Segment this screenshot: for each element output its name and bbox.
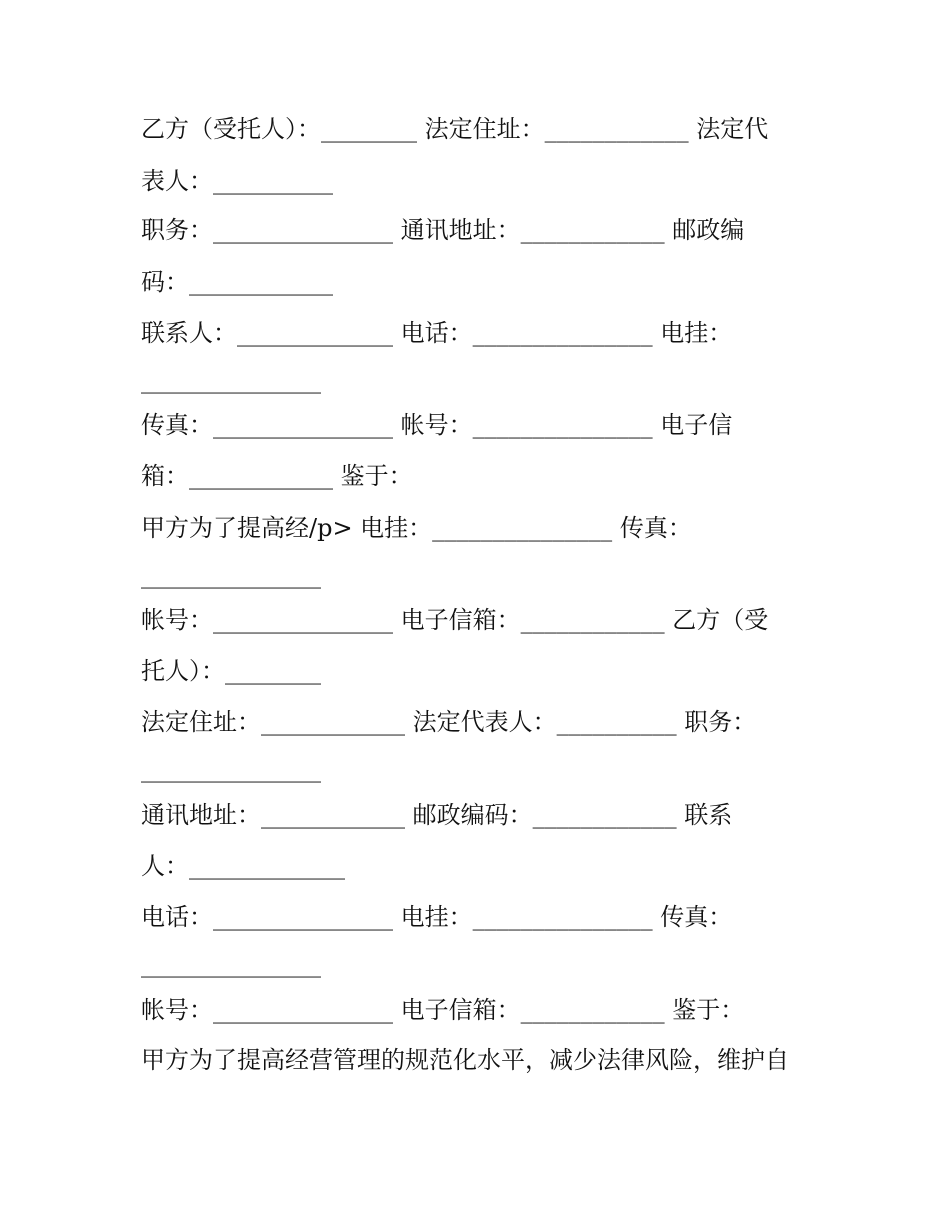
text-line: _______________ <box>141 755 321 783</box>
text-line: 职务：_______________ 通讯地址：____________ 邮政编 <box>141 216 745 244</box>
text-line: 法定住址：____________ 法定代表人：__________ 职务： <box>141 708 757 736</box>
text-line: _______________ <box>141 950 321 978</box>
text-line: 乙方（受托人）：________ 法定住址：____________ 法定代 <box>141 115 769 143</box>
text-line: 码：____________ <box>141 268 333 296</box>
text-line: 甲方为了提高经营管理的规范化水平，减少法律风险，维护自 <box>141 1046 789 1074</box>
text-line: 联系人：_____________ 电话：_______________ 电挂： <box>141 319 733 347</box>
text-line: 箱：____________ 鉴于： <box>141 462 413 490</box>
text-line: 人：_____________ <box>141 852 345 880</box>
text-line: 传真：_______________ 帐号：_______________ 电子信 <box>141 411 733 439</box>
text-line: 电话：_______________ 电挂：_______________ 传真： <box>141 903 733 931</box>
text-line: 通讯地址：____________ 邮政编码：____________ 联系 <box>141 801 733 829</box>
text-line: 表人：__________ <box>141 167 333 195</box>
text-line: 托人）：________ <box>141 657 321 685</box>
text-line: 甲方为了提高经/p> 电挂：_______________ 传真： <box>141 514 692 542</box>
text-line: _______________ <box>141 561 321 589</box>
text-line: _______________ <box>141 366 321 394</box>
text-line: 帐号：_______________ 电子信箱：____________ 鉴于： <box>141 996 745 1024</box>
text-line: 帐号：_______________ 电子信箱：____________ 乙方（受 <box>141 606 769 634</box>
